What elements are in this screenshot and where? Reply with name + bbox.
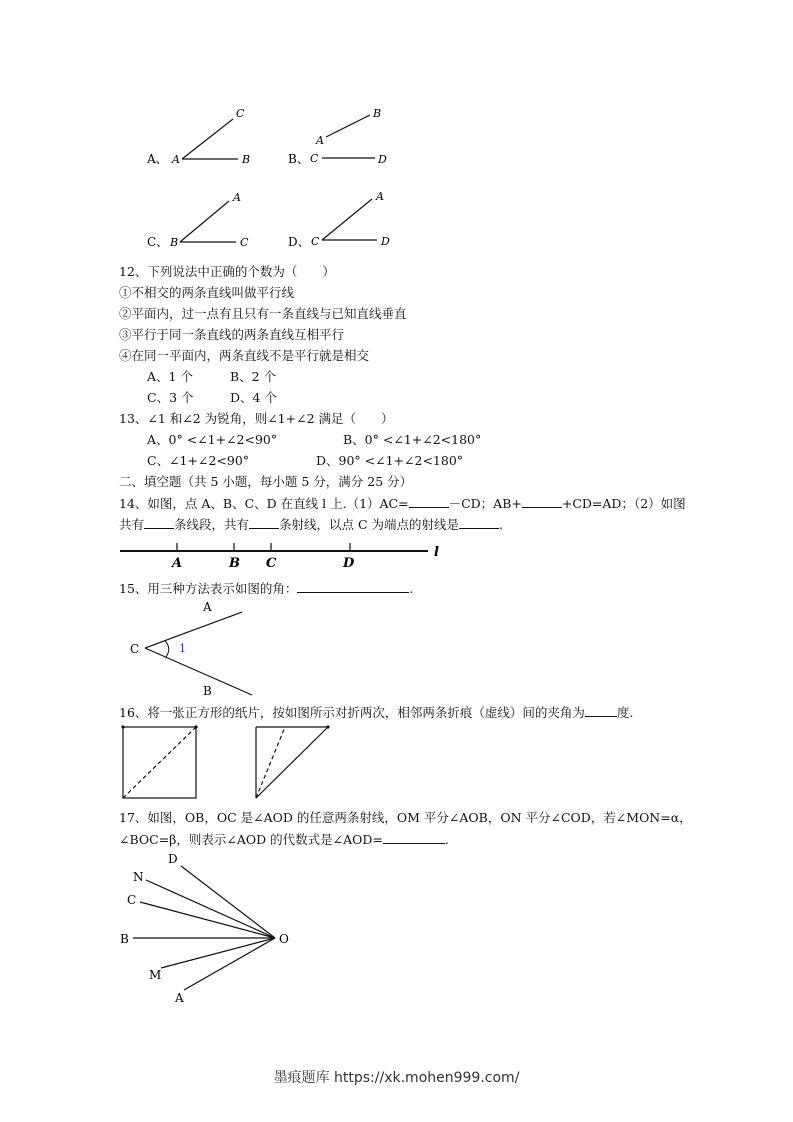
q11-b-label-c: C — [310, 152, 319, 165]
label-o: O — [279, 932, 289, 946]
label-b: B — [229, 556, 240, 571]
label-d: D — [343, 556, 355, 571]
label-d: D — [168, 852, 178, 866]
q14-text-1: 14、如图，点 A、B、C、D 在直线 l 上.（1）AC= — [119, 496, 409, 511]
q13-option-a: A、0° <∠1+∠2<90° — [147, 432, 278, 447]
q11-b-tag: B、 — [288, 152, 309, 166]
q12-option-a: A、1 个 — [147, 369, 193, 384]
q12-stem: 12、下列说法中正确的个数为（ ） — [119, 264, 335, 279]
q12-statement-2: ②平面内，过一点有且只有一条直线与已知直线垂直 — [119, 306, 407, 321]
q11-a-label-b: B — [242, 153, 251, 166]
q14-text-6: 条射线，以点 C 为端点的射线是 — [279, 517, 460, 532]
ray-om — [161, 938, 275, 968]
q13-stem: 13、∠1 和∠2 为锐角，则∠1+∠2 满足（ ） — [119, 411, 394, 426]
label-b: B — [120, 932, 129, 946]
q12-statement-1: ①不相交的两条直线叫做平行线 — [119, 285, 295, 300]
q12-statement-3: ③平行于同一条直线的两条直线互相平行 — [119, 327, 345, 342]
label-c: C — [130, 642, 140, 656]
q13-option-b: B、0° <∠1+∠2<180° — [343, 432, 482, 447]
q15-text-1: 15、用三种方法表示如图的角： — [119, 581, 298, 596]
label-b: B — [203, 684, 212, 698]
q11-a-label-a: A — [172, 153, 180, 166]
section-title: 二、填空题（共 5 小题，每小题 5 分，满分 25 分） — [119, 474, 413, 489]
q11-c-label-b: B — [170, 236, 179, 249]
q12-option-b: B、2 个 — [230, 369, 277, 384]
q11-b-label-b: B — [373, 107, 382, 120]
label-a: A — [175, 991, 184, 1005]
q17-text-2: . — [444, 832, 449, 847]
q11-c-label-c: C — [240, 236, 249, 249]
q14-text-7: . — [499, 517, 504, 532]
label-n: N — [133, 870, 144, 884]
label-c: C — [266, 556, 277, 571]
label-m: M — [149, 968, 162, 982]
q14-text-4: 共有 — [119, 517, 145, 532]
label-c: C — [127, 893, 137, 907]
label-a: A — [172, 556, 183, 571]
q11-c-label-a: A — [233, 191, 241, 204]
q14-text-3: +CD=AD；（2）如图 — [561, 496, 686, 511]
q13-option-d: D、90° <∠1+∠2<180° — [316, 453, 464, 468]
q11-d-label-c: C — [311, 235, 320, 248]
q15-text-2: . — [409, 581, 414, 596]
label-a: A — [203, 600, 212, 614]
q17-line-1: 17、如图，OB，OC 是∠AOD 的任意两条射线，OM 平分∠AOB，ON 平分∠COD，若∠MON=α， — [119, 810, 692, 825]
q14-text-5: 条线段，共有 — [174, 517, 250, 532]
label-l: l — [434, 545, 439, 560]
q16-text-2: 度. — [616, 705, 634, 720]
q17-text-1: ∠BOC=β，则表示∠AOD 的代数式是∠AOD= — [119, 832, 383, 847]
q11-c-tag: C、 — [147, 235, 169, 249]
q14-text-2: －CD；AB+ — [448, 496, 522, 511]
q11-d-label-a: A — [376, 190, 384, 203]
q12-option-d: D、4 个 — [230, 390, 277, 405]
q11-a-label-c: C — [236, 107, 245, 120]
q11-b-label-a: A — [316, 134, 324, 147]
label-angle-1: 1 — [179, 642, 186, 655]
ray-oa — [184, 938, 275, 990]
q11-a-tag: A、 — [147, 152, 168, 166]
q16-text-1: 16、将一张正方形的纸片，按如图所示对折两次，相邻两条折痕（虚线）间的夹角为 — [119, 705, 585, 720]
q11-d-tag: D、 — [288, 235, 310, 249]
q11-b-label-d: D — [378, 153, 387, 166]
q12-option-c: C、3 个 — [147, 390, 194, 405]
footer-watermark: 墨痕题库 https://xk.mohen999.com/ — [273, 1070, 520, 1086]
q13-option-c: C、∠1+∠2<90° — [147, 453, 250, 468]
q11-d-label-d: D — [381, 235, 390, 248]
q12-statement-4: ④在同一平面内，两条直线不是平行就是相交 — [119, 348, 370, 363]
